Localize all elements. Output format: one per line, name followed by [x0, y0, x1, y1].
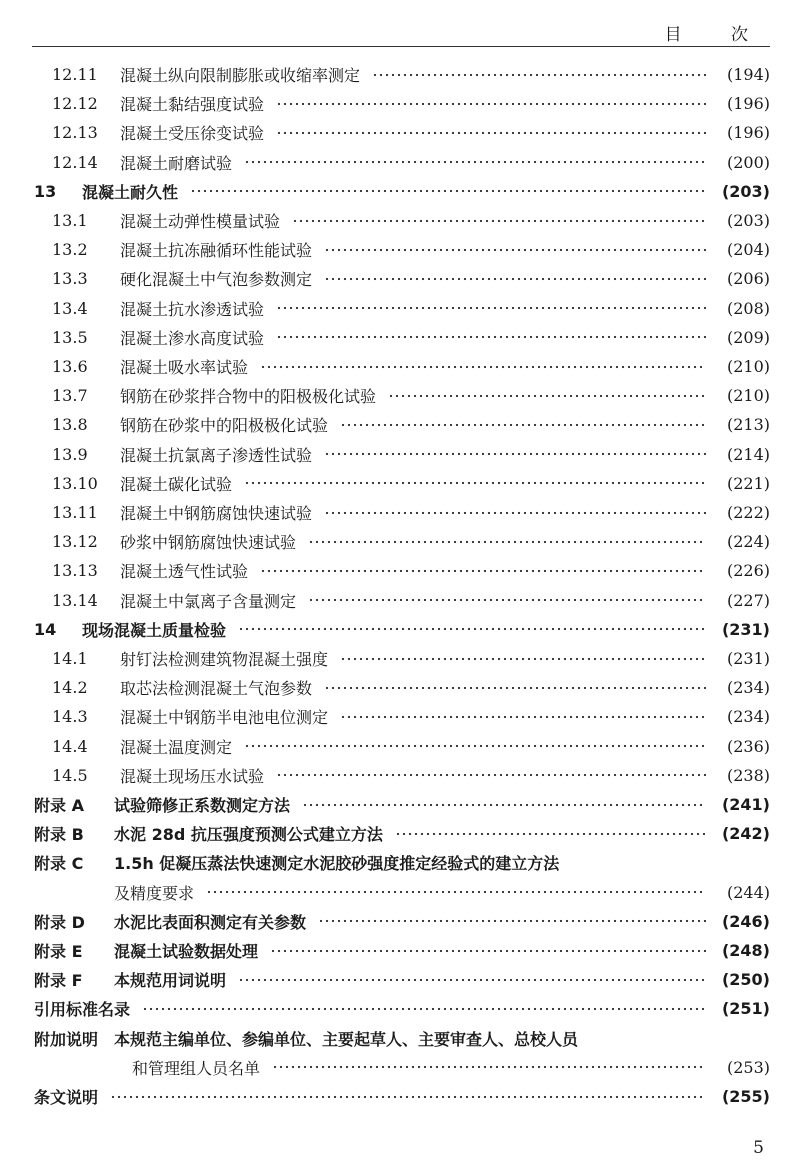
- toc-entry-title: 现场混凝土质量检验: [82, 620, 227, 640]
- toc-entry-page: (238): [726, 765, 770, 785]
- toc-entry-page: (214): [726, 444, 770, 464]
- toc-entry-title: 混凝土纵向限制膨胀或收缩率测定: [120, 66, 361, 85]
- toc-entry-title: 混凝土渗水高度试验: [120, 328, 265, 348]
- toc-entry-title: 取芯法检测混凝土气泡参数: [120, 679, 313, 699]
- toc-entry-page: (231): [721, 619, 770, 639]
- toc-entry-page: (227): [726, 590, 770, 610]
- toc-entry: [0, 352, 790, 381]
- toc-entry: [0, 118, 790, 147]
- dot-leader: [308, 539, 706, 545]
- toc-entry-title: 条文说明: [34, 1088, 99, 1107]
- toc-entry-number: 13.4: [52, 298, 88, 318]
- toc-entry-title: 水泥比表面积测定有关参数: [114, 912, 307, 932]
- toc-entry: [0, 410, 790, 439]
- toc-entry-title: 试验筛修正系数测定方法: [114, 796, 291, 815]
- toc-entry-title: 混凝土透气性试验: [120, 562, 249, 582]
- toc-entry-number: 13.11: [52, 503, 98, 522]
- toc-entry-number: 13.14: [52, 590, 98, 610]
- dot-leader: [324, 510, 706, 516]
- toc-entry-page: (210): [726, 386, 770, 406]
- toc-entry-number: 14: [34, 619, 57, 639]
- toc-entry-page: (242): [721, 824, 770, 844]
- dot-leader: [340, 656, 706, 662]
- toc-entry: [0, 644, 790, 673]
- toc-entry-title: 射钉法检测建筑物混凝土强度: [120, 650, 329, 669]
- toc-entry: [0, 878, 790, 907]
- dot-leader: [308, 597, 706, 603]
- toc-entry: [0, 60, 790, 89]
- toc-entry-title: 混凝土中钢筋腐蚀快速试验: [120, 504, 313, 523]
- toc-entry-title: 水泥 28d 抗压强度预测公式建立方法: [114, 825, 383, 845]
- toc-entry-title: 引用标准名录: [34, 1000, 131, 1020]
- toc-entry-page: (248): [721, 941, 770, 960]
- toc-entry-title: 和管理组人员名单: [132, 1058, 261, 1078]
- toc-entry-number: 14.1: [52, 649, 88, 668]
- toc-entry-page: (231): [726, 649, 770, 668]
- toc-entry-title: 混凝土耐磨试验: [120, 153, 233, 173]
- toc-entry: [0, 206, 790, 235]
- dot-leader: [238, 626, 706, 632]
- toc-entry-title: 混凝土吸水率试验: [120, 358, 249, 377]
- toc-entry-title: 混凝土抗冻融循环性能试验: [120, 241, 313, 261]
- toc-entry-title: 1.5h 促凝压蒸法快速测定水泥胶砂强度推定经验式的建立方法: [114, 854, 560, 874]
- toc-entry: [0, 732, 790, 761]
- dot-leader: [324, 685, 706, 691]
- page-number: 5: [753, 1138, 764, 1158]
- dot-leader: [324, 276, 706, 282]
- toc-entry-page: (196): [726, 94, 770, 114]
- dot-leader: [388, 393, 706, 399]
- toc-entry-page: (196): [726, 123, 770, 143]
- toc-entry-number: 附录 C: [34, 854, 84, 874]
- dot-leader: [324, 451, 706, 457]
- toc-entry-title: 混凝土现场压水试验: [120, 766, 265, 786]
- dot-leader: [270, 948, 706, 954]
- toc-entry-number: 14.2: [52, 678, 88, 698]
- dot-leader: [238, 977, 706, 983]
- dot-leader: [244, 743, 706, 749]
- dot-leader: [110, 1094, 706, 1100]
- toc-entry-page: (236): [726, 736, 770, 756]
- toc-entry: [0, 556, 790, 585]
- dot-leader: [324, 247, 706, 253]
- toc-entry-page: (234): [726, 678, 770, 698]
- dot-leader: [302, 802, 706, 808]
- toc-entry: [0, 235, 790, 264]
- toc-entry: [0, 994, 790, 1023]
- toc-entry-page: (213): [726, 415, 770, 435]
- dot-leader: [244, 480, 706, 486]
- toc-entry-title: 砂浆中钢筋腐蚀快速试验: [120, 533, 297, 553]
- toc-entry-number: 13.2: [52, 240, 88, 260]
- toc-entry: [0, 264, 790, 293]
- dot-leader: [340, 714, 706, 720]
- toc-entry-page: (210): [726, 357, 770, 376]
- toc-entry-title: 混凝土中钢筋半电池电位测定: [120, 708, 329, 728]
- toc-entry-title: 混凝土动弹性模量试验: [120, 212, 281, 231]
- toc-entry-page: (251): [721, 999, 770, 1019]
- toc-entry: [0, 469, 790, 498]
- toc-entry: [0, 177, 790, 206]
- toc-entry: [0, 323, 790, 352]
- toc-entry-number: 13.10: [52, 473, 98, 493]
- dot-leader: [276, 334, 706, 340]
- toc-entry: [0, 498, 790, 527]
- toc-entry-page: (200): [726, 152, 770, 172]
- dot-leader: [276, 101, 706, 107]
- toc-entry-number: 13.12: [52, 532, 98, 552]
- header-title: 目 次: [664, 25, 770, 45]
- toc-entry-number: 13.9: [52, 444, 88, 464]
- page-header: [32, 14, 770, 47]
- toc-entry-title: 混凝土中氯离子含量测定: [120, 591, 297, 611]
- toc-entry-number: 12.11: [52, 65, 98, 84]
- toc-entry-number: 14.4: [52, 736, 88, 756]
- toc-entry-page: (203): [726, 211, 770, 230]
- toc-entry-number: 14.3: [52, 707, 88, 727]
- dot-leader: [142, 1006, 706, 1012]
- toc-entry: [0, 790, 790, 819]
- toc-entry-page: (224): [726, 532, 770, 552]
- toc-entry: [0, 936, 790, 965]
- dot-leader: [372, 72, 706, 78]
- toc-entry: [0, 1053, 790, 1082]
- toc-entry-number: 附录 F: [34, 971, 83, 991]
- toc-entry: [0, 381, 790, 410]
- toc-entry: [0, 89, 790, 118]
- dot-leader: [276, 130, 706, 136]
- dot-leader: [276, 305, 706, 311]
- toc-entry-page: (206): [726, 269, 770, 289]
- toc-entry-number: 12.14: [52, 152, 98, 172]
- toc-entry: [0, 1024, 790, 1053]
- toc-entry-number: 附录 D: [34, 912, 85, 932]
- toc-entry-page: (194): [726, 65, 770, 84]
- toc-entry: [0, 440, 790, 469]
- dot-leader: [318, 918, 706, 924]
- dot-leader: [260, 364, 706, 370]
- toc-entry-number: 12.12: [52, 94, 98, 114]
- toc-entry-number: 13.5: [52, 327, 88, 347]
- toc-entry-page: (234): [726, 707, 770, 727]
- toc-entry: [0, 586, 790, 615]
- toc-entry-page: (209): [726, 327, 770, 347]
- dot-leader: [395, 831, 706, 837]
- toc-entry-number: 13: [34, 181, 57, 201]
- toc-entry-number: 附录 E: [34, 942, 83, 961]
- toc-entry-number: 13.3: [52, 269, 88, 289]
- toc-entry-page: (222): [726, 503, 770, 522]
- toc-entry: [0, 673, 790, 702]
- toc-entry-title: 本规范主编单位、参编单位、主要起草人、主要审查人、总校人员: [114, 1029, 579, 1049]
- toc-entry-title: 混凝土受压徐变试验: [120, 124, 265, 144]
- dot-leader: [340, 422, 706, 428]
- toc-entry-title: 硬化混凝土中气泡参数测定: [120, 270, 313, 290]
- toc-entry-title: 混凝土黏结强度试验: [120, 95, 265, 115]
- toc-entry: [0, 1082, 790, 1111]
- toc-entry-page: (204): [726, 240, 770, 260]
- toc-entry-number: 附加说明: [34, 1029, 99, 1049]
- dot-leader: [206, 889, 706, 895]
- toc-entry: [0, 848, 790, 877]
- toc-entry-number: 14.5: [52, 765, 88, 785]
- toc-entry: [0, 294, 790, 323]
- dot-leader: [260, 568, 706, 574]
- toc-entry-number: 13.7: [52, 386, 88, 406]
- toc-entry-page: (221): [726, 473, 770, 493]
- dot-leader: [190, 188, 706, 194]
- toc-entry-number: 12.13: [52, 123, 98, 143]
- toc-entry-title: 钢筋在砂浆中的阳极极化试验: [120, 416, 329, 436]
- toc-entry: [0, 819, 790, 848]
- toc-entry-page: (226): [726, 561, 770, 581]
- toc-entry-title: 混凝土碳化试验: [120, 474, 233, 494]
- dot-leader: [276, 772, 706, 778]
- toc-entry-title: 混凝土温度测定: [120, 737, 233, 757]
- toc-entry-page: (255): [721, 1087, 770, 1106]
- toc-entry-title: 混凝土抗氯离子渗透性试验: [120, 445, 313, 465]
- toc-entry-page: (253): [726, 1057, 770, 1077]
- toc-entry-page: (244): [726, 882, 770, 902]
- toc-entry: [0, 965, 790, 994]
- toc-entry-number: 附录 A: [34, 796, 84, 815]
- toc-entry-title: 钢筋在砂浆拌合物中的阳极极化试验: [120, 387, 377, 407]
- toc-entry-page: (246): [721, 911, 770, 931]
- dot-leader: [292, 218, 706, 224]
- toc-entry: [0, 615, 790, 644]
- toc-entry-title: 及精度要求: [114, 883, 195, 903]
- toc-entry-page: (203): [721, 181, 770, 201]
- toc-entry-number: 13.6: [52, 357, 88, 376]
- dot-leader: [244, 159, 706, 165]
- toc-entry-title: 本规范用词说明: [114, 971, 227, 991]
- toc-entry-page: (208): [726, 298, 770, 318]
- toc-entry-number: 附录 B: [34, 825, 84, 845]
- toc-entry: [0, 761, 790, 790]
- toc-entry-page: (241): [721, 795, 770, 814]
- dot-leader: [272, 1064, 706, 1070]
- toc-entry-number: 13.8: [52, 415, 88, 435]
- toc-entry-title: 混凝土耐久性: [82, 182, 179, 202]
- toc-entry: [0, 702, 790, 731]
- toc-entry-number: 13.13: [52, 561, 98, 581]
- toc-entry-page: (250): [721, 970, 770, 990]
- toc-entry-title: 混凝土抗水渗透试验: [120, 299, 265, 319]
- toc-entry-title: 混凝土试验数据处理: [114, 942, 259, 961]
- toc-entry: [0, 907, 790, 936]
- toc-entry: [0, 527, 790, 556]
- toc-entry: [0, 148, 790, 177]
- toc-entry-number: 13.1: [52, 211, 88, 230]
